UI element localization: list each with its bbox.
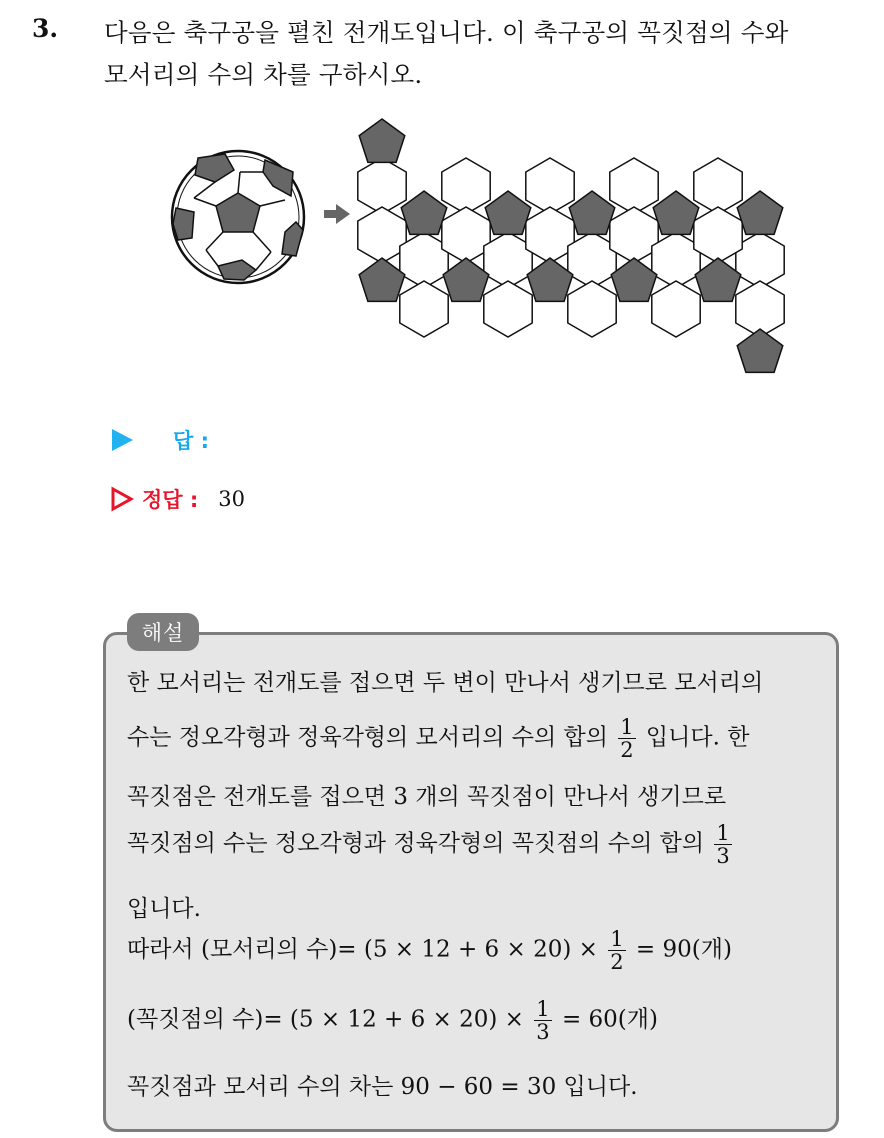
net-pentagon bbox=[359, 258, 405, 301]
net-hexagon bbox=[484, 232, 532, 288]
net-hexagon bbox=[736, 232, 784, 288]
net-hexagon bbox=[610, 158, 658, 214]
explanation-line-8: 꼭짓점과 모서리 수의 차는 90 − 60 = 30 입니다. bbox=[127, 1074, 638, 1100]
net-pentagon bbox=[527, 258, 573, 301]
net-hexagon bbox=[610, 207, 658, 263]
soccer-ball-net bbox=[358, 119, 784, 372]
explanation-tab: 해설 bbox=[127, 613, 199, 651]
net-hexagon bbox=[442, 207, 490, 263]
explanation-line-3: 꼭짓점은 전개도를 접으면 3 개의 꼭짓점이 만나서 생기므로 bbox=[127, 784, 727, 810]
net-hexagon bbox=[526, 158, 574, 214]
question-number: 3. bbox=[32, 14, 59, 43]
correct-answer-row bbox=[110, 484, 245, 514]
fraction-one-third: $\frac{1}{3}$ bbox=[536, 997, 550, 1045]
net-pentagon bbox=[695, 258, 741, 301]
net-pentagon bbox=[737, 191, 783, 234]
net-pentagon bbox=[569, 191, 615, 234]
explanation-line-2: 수는 정오각형과 정육각형의 모서리의 수의 합의 $\frac{1}{2}$ 입니다. 한 bbox=[127, 715, 750, 763]
net-pentagon bbox=[653, 191, 699, 234]
explanation-line-1: 한 모서리는 전개도를 접으면 두 변이 만나서 생기므로 모서리의 bbox=[127, 670, 764, 696]
fraction-one-third: $\frac{1}{3}$ bbox=[716, 821, 730, 869]
net-hexagon bbox=[358, 207, 406, 263]
net-hexagon bbox=[568, 232, 616, 288]
outline-triangle-icon bbox=[110, 486, 134, 512]
net-hexagon bbox=[652, 232, 700, 288]
net-hexagon bbox=[442, 158, 490, 214]
soccer-net-figure bbox=[160, 112, 800, 382]
soccer-ball-icon bbox=[172, 151, 304, 283]
net-hexagon bbox=[400, 232, 448, 288]
net-pentagon bbox=[611, 258, 657, 301]
net-hexagon bbox=[358, 158, 406, 214]
correct-answer-value: 30 bbox=[218, 487, 246, 511]
explanation-line-7: (꼭짓점의 수)= (5 × 12 + 6 × 20) × $\frac{1}{3}$ = 60(개) bbox=[127, 997, 658, 1045]
net-pentagon bbox=[401, 191, 447, 234]
answer-row bbox=[112, 425, 209, 455]
net-hexagon bbox=[568, 281, 616, 337]
explanation-box bbox=[103, 632, 839, 1132]
right-arrow-icon bbox=[324, 204, 350, 224]
explanation-line-6: 따라서 (모서리의 수)= (5 × 12 + 6 × 20) × $\frac{1}{2}$ = 90(개) bbox=[127, 927, 732, 975]
correct-answer-label: 정답 : bbox=[142, 488, 199, 512]
figure bbox=[160, 112, 800, 386]
question-text bbox=[104, 12, 874, 96]
explanation-line-4: 꼭짓점의 수는 정오각형과 정육각형의 꼭짓점의 수의 합의 $\frac{1}{3}$ bbox=[127, 821, 730, 869]
net-hexagon bbox=[484, 281, 532, 337]
question-line-2: 모서리의 수의 차를 구하시오. bbox=[104, 60, 423, 89]
net-pentagon bbox=[485, 191, 531, 234]
net-hexagon bbox=[694, 158, 742, 214]
net-pentagon bbox=[359, 119, 405, 162]
play-triangle-icon bbox=[112, 429, 133, 451]
explanation-line-5: 입니다. bbox=[127, 896, 201, 922]
net-pentagon bbox=[443, 258, 489, 301]
answer-label: 답 : bbox=[173, 429, 209, 453]
net-hexagon bbox=[400, 281, 448, 337]
net-pentagon bbox=[737, 329, 783, 372]
question-line-1: 다음은 축구공을 펼친 전개도입니다. 이 축구공의 꼭짓점의 수와 bbox=[104, 18, 789, 47]
fraction-one-half: $\frac{1}{2}$ bbox=[610, 927, 624, 975]
net-hexagon bbox=[652, 281, 700, 337]
net-hexagon bbox=[526, 207, 574, 263]
net-hexagon bbox=[694, 207, 742, 263]
fraction-one-half: $\frac{1}{2}$ bbox=[620, 715, 634, 763]
